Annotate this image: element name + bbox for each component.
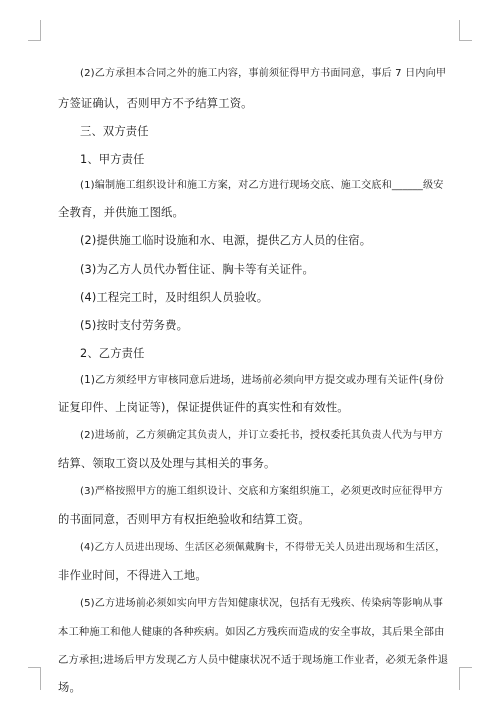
subsection-heading: 1、甲方责任 xyxy=(80,153,145,166)
paragraph-line: 的书面同意，否则甲方有权拒绝验收和结算工资。 xyxy=(58,513,310,526)
paragraph-line: (2)乙方承担本合同之外的施工内容，事前须征得甲方书面同意，事后 7 日内向甲 xyxy=(80,68,447,79)
crop-mark-top-left xyxy=(28,20,41,41)
subsection-heading: 2、乙方责任 xyxy=(80,347,145,360)
paragraph-line: 本工种施工和他人健康的各种疾病。如因乙方残疾而造成的安全事故，其后果全部由 xyxy=(58,626,445,638)
paragraph-line: (2)提供施工临时设施和水、电源，提供乙方人员的住宿。 xyxy=(80,234,372,247)
paragraph-line: 非作业时间，不得进入工地。 xyxy=(58,569,207,582)
paragraph-line: (4)工程完工时，及时组织人员验收。 xyxy=(80,291,269,304)
paragraph-line: (1)编制施工组织设计和施工方案，对乙方进行现场交底、施工交底和______级安 xyxy=(80,180,444,191)
paragraph-line: (3)严格按照甲方的施工组织设计、交底和方案组织施工，必须更改时应征得甲方 xyxy=(80,486,444,497)
paragraph-line: 全教育，并供施工图纸。 xyxy=(58,206,184,219)
crop-mark-bottom-right xyxy=(459,667,472,690)
paragraph-line: (2)进场前，乙方须确定其负责人，并订立委托书，授权委托其负责人代为与甲方 xyxy=(80,430,444,441)
paragraph-line: (3)为乙方人员代办暂住证、胸卡等有关证件。 xyxy=(80,263,314,276)
crop-mark-top-right xyxy=(459,20,472,41)
section-heading: 三、双方责任 xyxy=(80,125,149,138)
paragraph-line: 场。 xyxy=(58,681,81,694)
paragraph-line: 证复印件、上岗证等)，保证提供证件的真实性和有效性。 xyxy=(58,401,349,414)
paragraph-line: (1)乙方须经甲方审核同意后进场，进场前必须向甲方提交或办理有关证件(身份 xyxy=(80,374,444,386)
crop-mark-bottom-left xyxy=(28,667,41,690)
paragraph-line: 结算、领取工资以及处理与其相关的事务。 xyxy=(58,457,276,470)
paragraph-line: (4)乙方人员进出现场、生活区必须佩戴胸卡，不得带无关人员进出现场和生活区， xyxy=(80,542,446,553)
paragraph-line: (5)乙方进场前必须如实向甲方告知健康状况，包括有无残疾、传染病等影响从事 xyxy=(80,598,444,609)
paragraph-line: 方签证确认，否则甲方不予结算工资。 xyxy=(58,97,253,110)
paragraph-line: 乙方承担;进场后甲方发现乙方人员中健康状况不适于现场施工作业者，必须无条件退 xyxy=(58,654,449,666)
paragraph-line: (5)按时支付劳务费。 xyxy=(80,319,189,332)
